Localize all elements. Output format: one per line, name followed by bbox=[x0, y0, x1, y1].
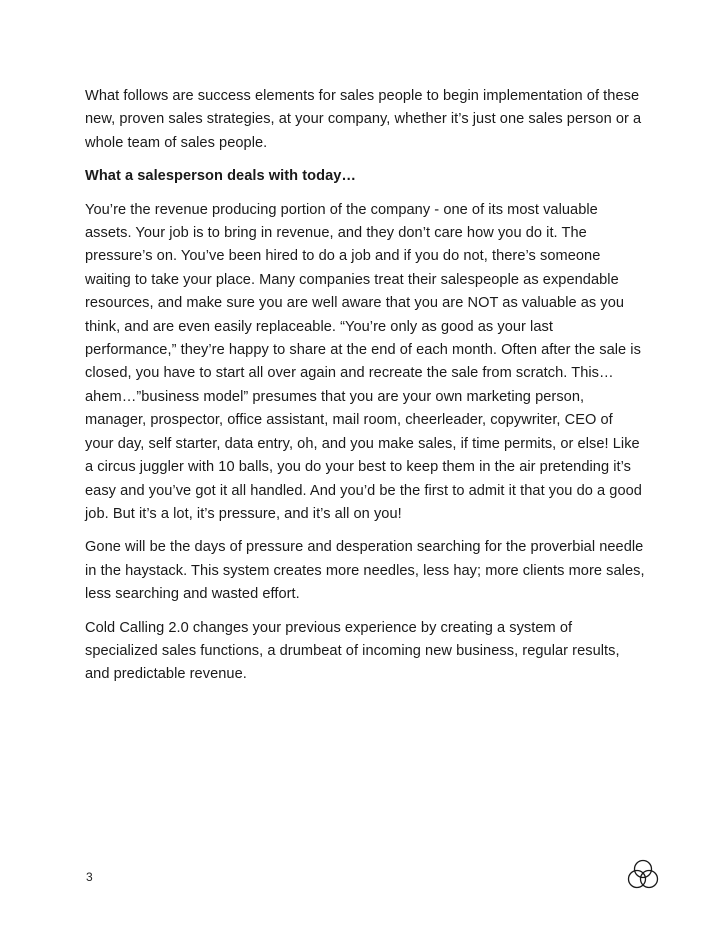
intro-paragraph: What follows are success elements for sales people to begin implementation of these new, proven sales strategies, at your company, whether it’s just one sales person or a whole team of sales people. bbox=[85, 88, 642, 151]
body-paragraph-2: Gone will be the days of pressure and desperation searching for the proverbial needle in the haystack. This system creates more needles, less hay; more clients more sales, less searching and wasted effort. bbox=[85, 539, 645, 603]
page-number: 3 bbox=[86, 870, 93, 884]
three-circles-logo-icon bbox=[626, 858, 660, 892]
section-heading: What a salesperson deals with today… bbox=[85, 168, 357, 185]
body-paragraph-3: Cold Calling 2.0 changes your previous experience by creating a system of specialized sales functions, a drumbeat of incoming new business, regular results, and predictable revenue. bbox=[85, 619, 620, 683]
document-body bbox=[85, 85, 645, 697]
body-paragraph-1: You’re the revenue producing portion of the company - one of its most valuable assets. Your job is to bring in revenue, and they don’t care how you do it. The pressure’s on. You’ve been hired to do a job and if you do not, there’s someone waiting to take your place. Many companies treat their salespeople as expendable resources, and make sure you are well aware that you are NOT as valuable as you think, and are even easily replaceable. “You’re only as good as your last performance,” they’re happy to share at the end of each month. Often after the sale is closed, you have to start all over again and recreate the sale from scratch. This…ahem…”business model” presumes that you are your own marketing person, manager, prospector, office assistant, mail room, cheerleader, copywriter, CEO of your day, self starter, data entry, oh, and you make sales, if time permits, or else! Like a circus juggler with 10 balls, you do your best to keep them in the air pretending it’s easy and you’ve got it all handled. And you’d be the first to admit it that you do a good job. But it’s a lot, it’s pressure, and it’s all on you! bbox=[85, 201, 642, 522]
